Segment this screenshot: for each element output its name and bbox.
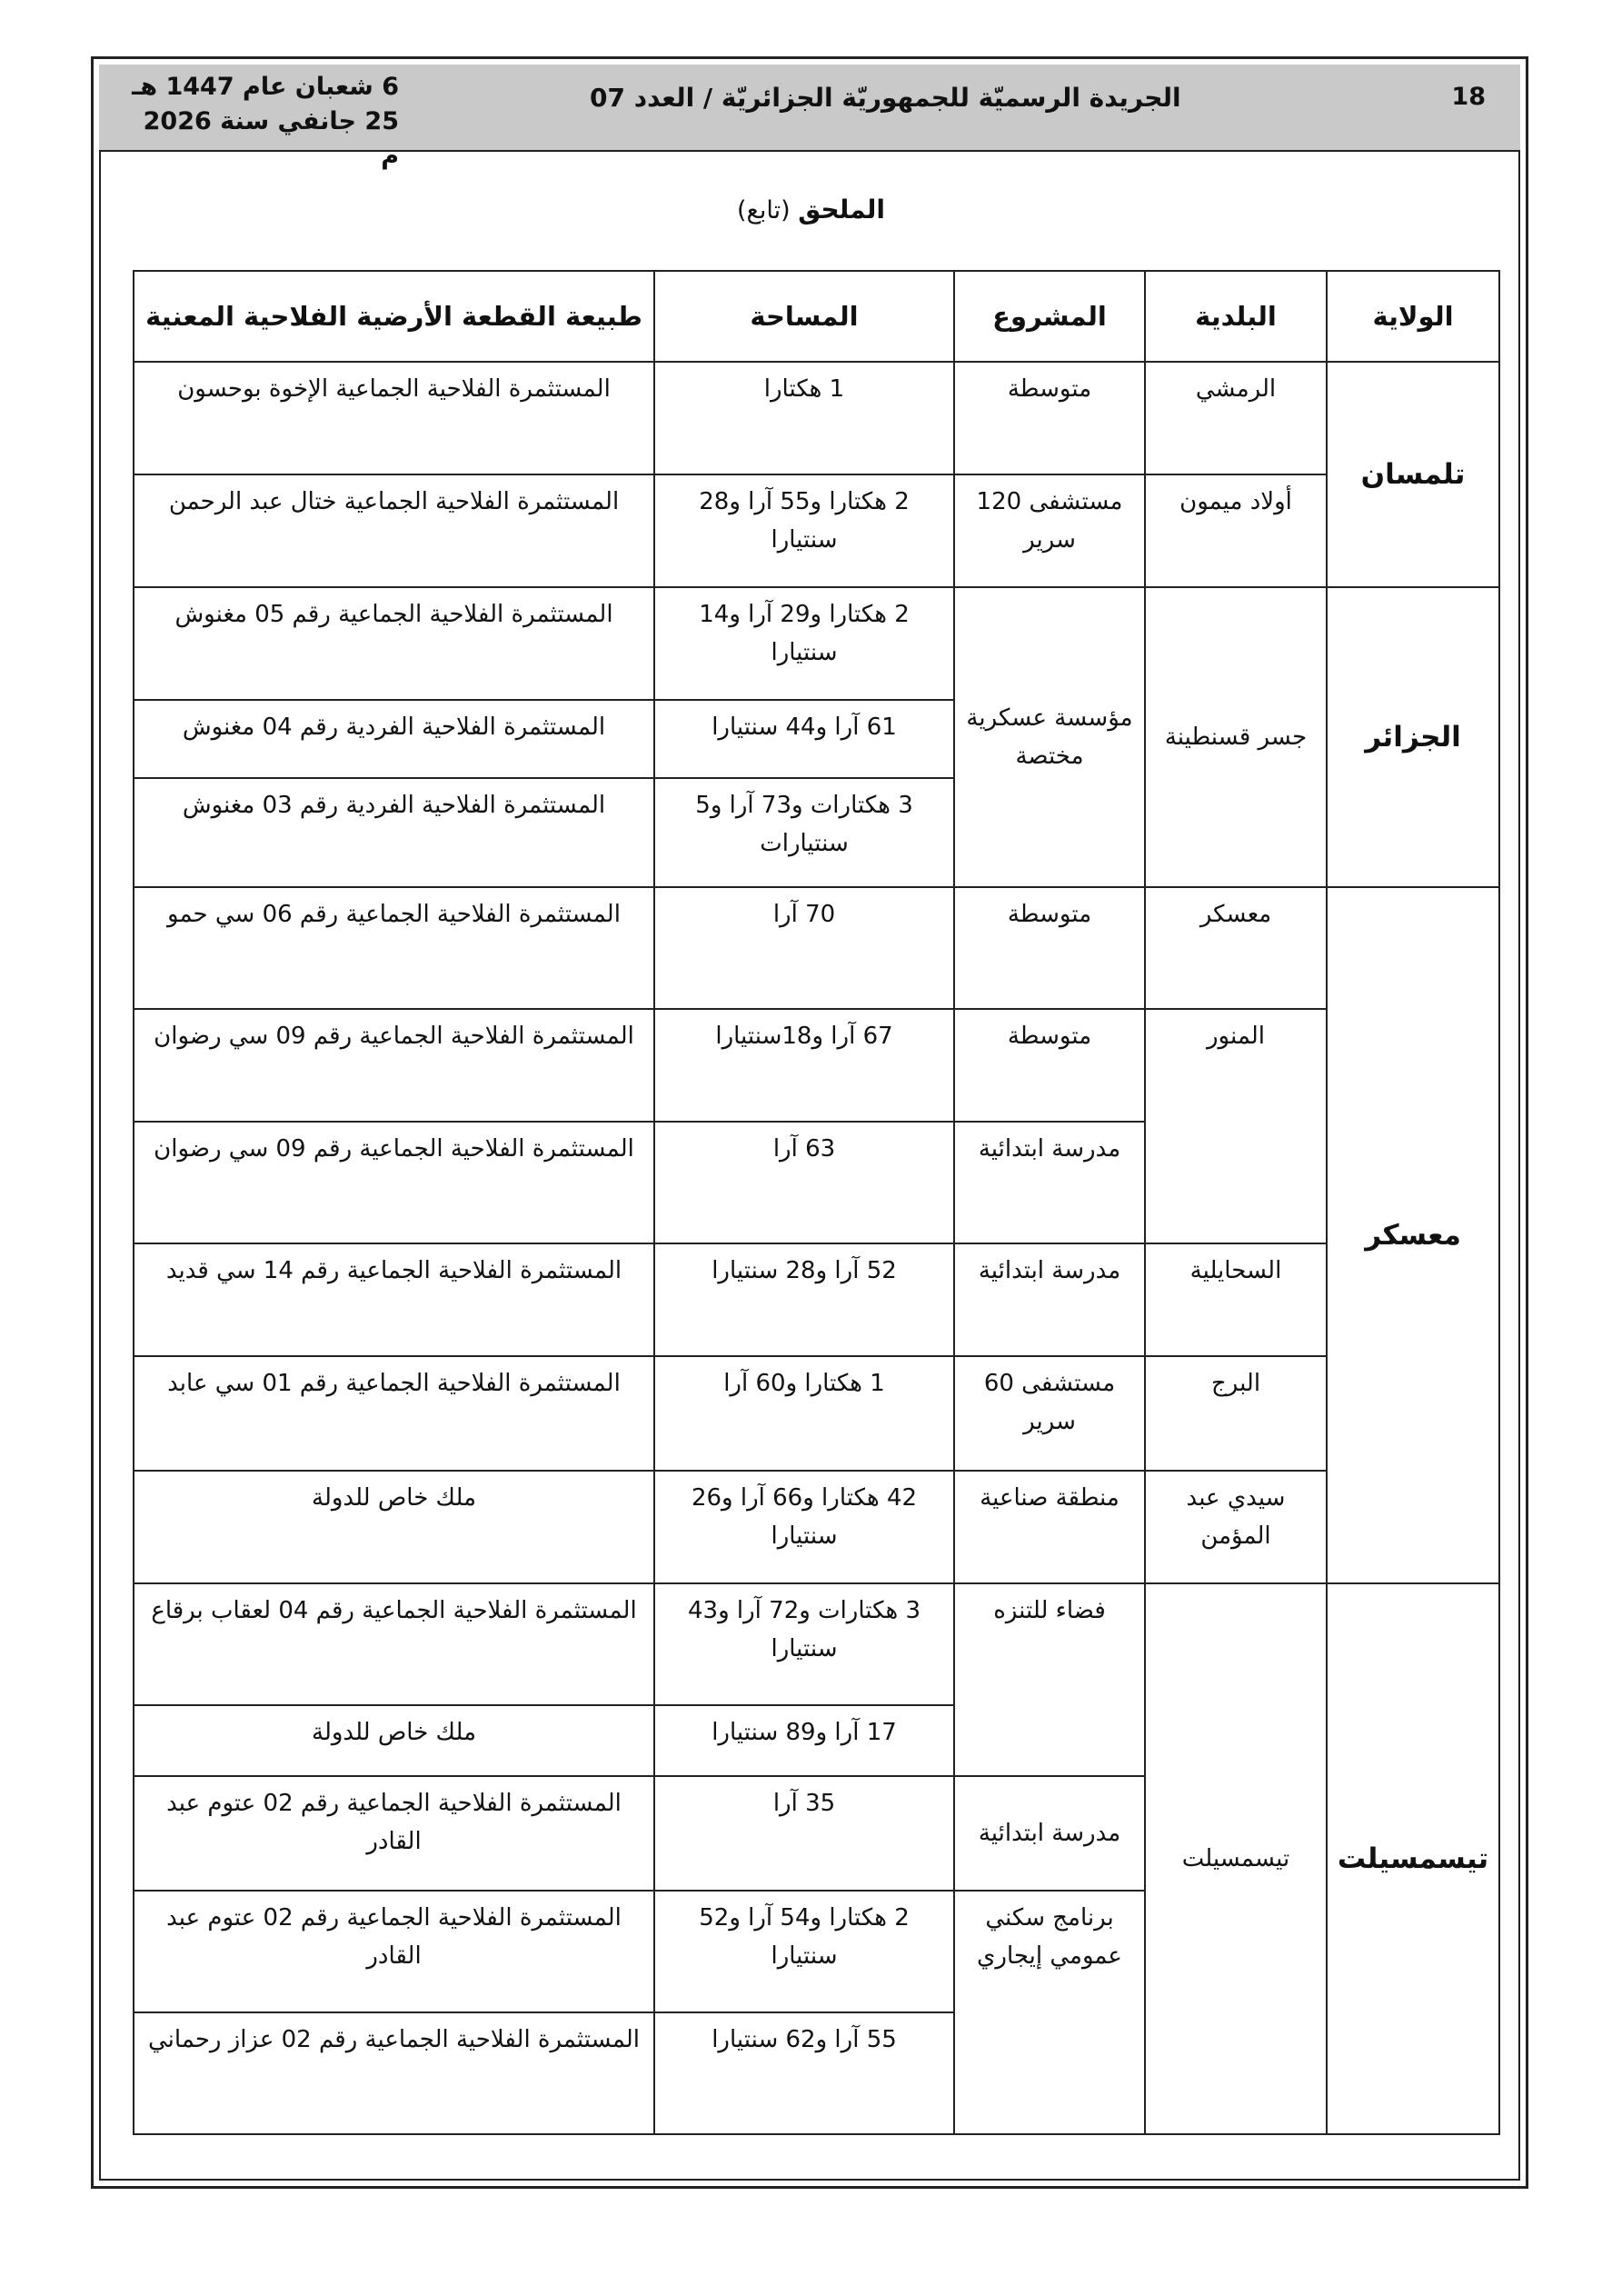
project-cell: مدرسة ابتدائية bbox=[954, 1243, 1145, 1356]
area-cell: 17 آرا و89 سنتيارا bbox=[654, 1705, 954, 1776]
table-header-row bbox=[134, 271, 1499, 362]
issue-date bbox=[126, 70, 399, 174]
nature-cell: المستثمرة الفلاحية الجماعية رقم 02 عتوم عبد القادر bbox=[134, 1776, 654, 1891]
project-cell: مدرسة ابتدائية bbox=[954, 1122, 1145, 1243]
project-cell: مستشفى 60 سرير bbox=[954, 1356, 1145, 1471]
project-cell: مستشفى 120 سرير bbox=[954, 474, 1145, 587]
area-cell: 2 هكتارا و29 آرا و14 سنتيارا bbox=[654, 587, 954, 700]
project-cell: متوسطة bbox=[954, 887, 1145, 1009]
date-hijri: 6 شعبان عام 1447 هـ bbox=[132, 73, 399, 101]
annex-continued: (تابع) bbox=[736, 196, 791, 225]
nature-cell: المستثمرة الفلاحية الجماعية الإخوة بوحسون bbox=[134, 362, 654, 474]
project-cell: مدرسة ابتدائية bbox=[954, 1776, 1145, 1891]
table-row bbox=[134, 362, 1499, 474]
nature-cell: المستثمرة الفلاحية الجماعية رقم 01 سي عابد bbox=[134, 1356, 654, 1471]
project-cell: متوسطة bbox=[954, 1009, 1145, 1122]
area-cell: 42 هكتارا و66 آرا و26 سنتيارا bbox=[654, 1471, 954, 1583]
wilaya-cell: تلمسان bbox=[1327, 362, 1499, 587]
commune-cell: المنور bbox=[1145, 1009, 1327, 1243]
area-cell: 1 هكتارا bbox=[654, 362, 954, 474]
project-cell: مؤسسة عسكرية مختصة bbox=[954, 587, 1145, 887]
commune-cell: جسر قسنطينة bbox=[1145, 587, 1327, 887]
area-cell: 61 آرا و44 سنتيارا bbox=[654, 700, 954, 778]
nature-cell: المستثمرة الفلاحية الجماعية ختال عبد الرحمن bbox=[134, 474, 654, 587]
commune-cell: السحايلية bbox=[1145, 1243, 1327, 1356]
table-row bbox=[134, 474, 1499, 587]
project-cell: منطقة صناعية bbox=[954, 1471, 1145, 1583]
project-cell: برنامج سكني عمومي إيجاري bbox=[954, 1891, 1145, 2134]
page-number: 18 bbox=[1451, 83, 1486, 111]
gazette-title: الجريدة الرسميّة للجمهوريّة الجزائريّة / العدد 07 bbox=[590, 83, 1181, 113]
page-header bbox=[99, 65, 1520, 170]
date-gregorian: 25 جانفي سنة 2026 م bbox=[143, 107, 399, 170]
wilaya-cell: معسكر bbox=[1327, 887, 1499, 1583]
table-row bbox=[134, 587, 1499, 700]
nature-cell: ملك خاص للدولة bbox=[134, 1705, 654, 1776]
area-cell: 67 آرا و18سنتيارا bbox=[654, 1009, 954, 1122]
area-cell: 70 آرا bbox=[654, 887, 954, 1009]
nature-cell: ملك خاص للدولة bbox=[134, 1471, 654, 1583]
nature-cell: المستثمرة الفلاحية الجماعية رقم 05 مغنوش bbox=[134, 587, 654, 700]
nature-cell: المستثمرة الفلاحية الجماعية رقم 02 عزاز رحماني bbox=[134, 2012, 654, 2134]
header-wilaya: الولاية bbox=[1327, 271, 1499, 362]
header-commune: البلدية bbox=[1145, 271, 1327, 362]
area-cell: 55 آرا و62 سنتيارا bbox=[654, 2012, 954, 2134]
nature-cell: المستثمرة الفلاحية الجماعية رقم 14 سي قديد bbox=[134, 1243, 654, 1356]
commune-cell: معسكر bbox=[1145, 887, 1327, 1009]
table-row bbox=[134, 1583, 1499, 1705]
nature-cell: المستثمرة الفلاحية الجماعية رقم 06 سي حمو bbox=[134, 887, 654, 1009]
commune-cell: البرج bbox=[1145, 1356, 1327, 1471]
commune-cell: أولاد ميمون bbox=[1145, 474, 1327, 587]
annex-heading bbox=[0, 195, 1622, 225]
table-row bbox=[134, 887, 1499, 1009]
area-cell: 2 هكتارا و55 آرا و28 سنتيارا bbox=[654, 474, 954, 587]
table-row bbox=[134, 1356, 1499, 1471]
table-row bbox=[134, 1243, 1499, 1356]
area-cell: 35 آرا bbox=[654, 1776, 954, 1891]
header-project: المشروع bbox=[954, 271, 1145, 362]
area-cell: 2 هكتارا و54 آرا و52 سنتيارا bbox=[654, 1891, 954, 2012]
area-cell: 52 آرا و28 سنتيارا bbox=[654, 1243, 954, 1356]
area-cell: 63 آرا bbox=[654, 1122, 954, 1243]
annex-title: الملحق bbox=[798, 195, 886, 225]
nature-cell: المستثمرة الفلاحية الجماعية رقم 02 عتوم عبد القادر bbox=[134, 1891, 654, 2012]
project-cell: فضاء للتنزه bbox=[954, 1583, 1145, 1776]
area-cell: 3 هكتارات و72 آرا و43 سنتيارا bbox=[654, 1583, 954, 1705]
area-cell: 1 هكتارا و60 آرا bbox=[654, 1356, 954, 1471]
header-area: المساحة bbox=[654, 271, 954, 362]
commune-cell: الرمشي bbox=[1145, 362, 1327, 474]
commune-cell: سيدي عبد المؤمن bbox=[1145, 1471, 1327, 1583]
header-nature: طبيعة القطعة الأرضية الفلاحية المعنية bbox=[134, 271, 654, 362]
nature-cell: المستثمرة الفلاحية الفردية رقم 04 مغنوش bbox=[134, 700, 654, 778]
nature-cell: المستثمرة الفلاحية الفردية رقم 03 مغنوش bbox=[134, 778, 654, 887]
nature-cell: المستثمرة الفلاحية الجماعية رقم 04 لعقاب برقاع bbox=[134, 1583, 654, 1705]
table-row bbox=[134, 1009, 1499, 1122]
nature-cell: المستثمرة الفلاحية الجماعية رقم 09 سي رضوان bbox=[134, 1009, 654, 1122]
wilaya-cell: الجزائر bbox=[1327, 587, 1499, 887]
nature-cell: المستثمرة الفلاحية الجماعية رقم 09 سي رضوان bbox=[134, 1122, 654, 1243]
wilaya-cell: تيسمسيلت bbox=[1327, 1583, 1499, 2134]
annex-table bbox=[133, 270, 1500, 2135]
area-cell: 3 هكتارات و73 آرا و5 سنتيارات bbox=[654, 778, 954, 887]
commune-cell: تيسمسيلت bbox=[1145, 1583, 1327, 2134]
project-cell: متوسطة bbox=[954, 362, 1145, 474]
table-row bbox=[134, 1471, 1499, 1583]
